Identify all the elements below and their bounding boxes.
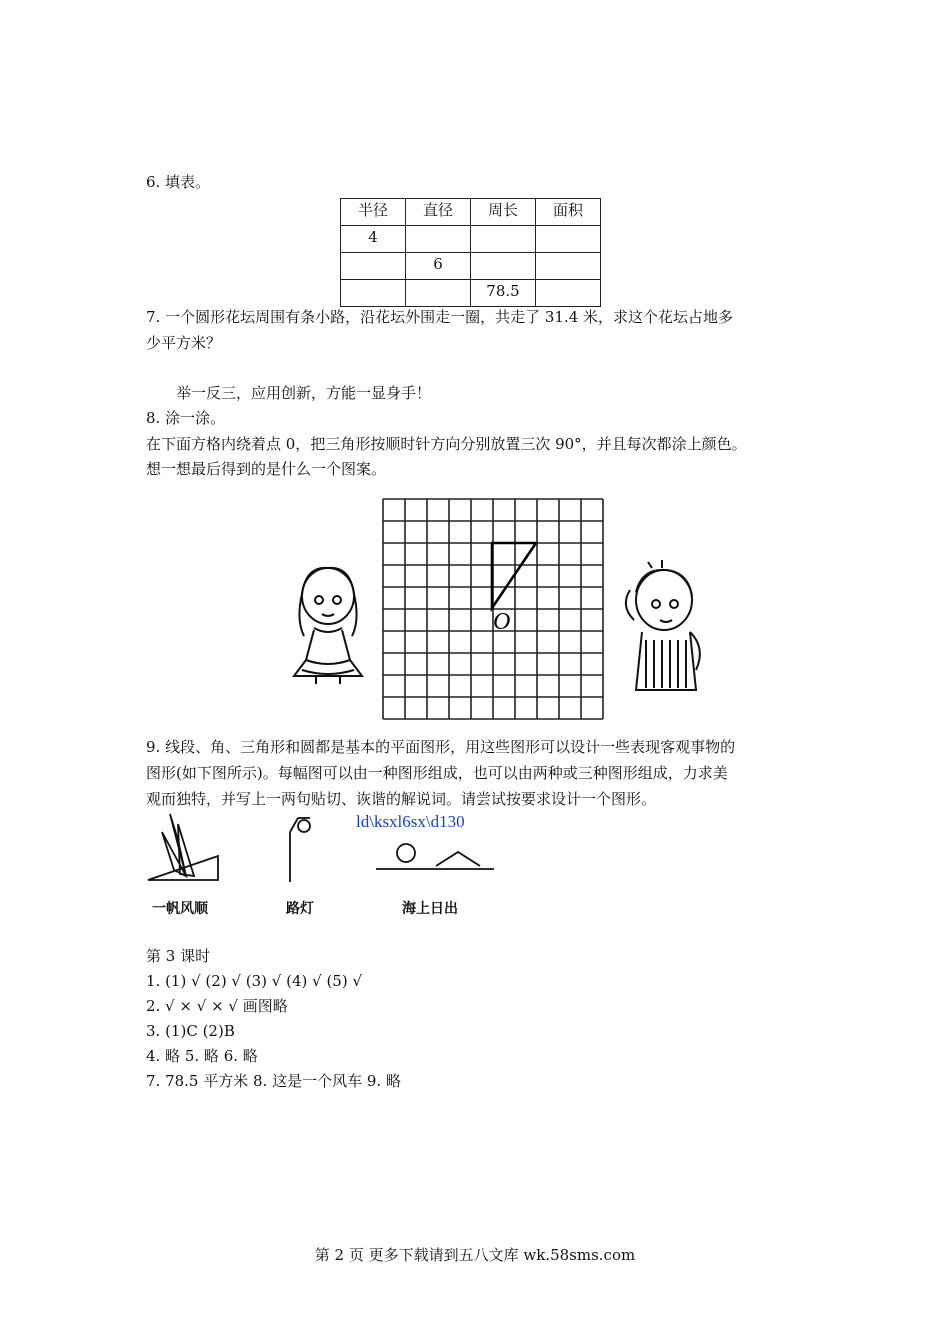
girl-illustration	[286, 560, 370, 686]
caption-street-lamp: 路灯	[286, 901, 314, 917]
boy-illustration	[612, 560, 708, 696]
table-cell	[341, 253, 406, 280]
question-8-line2: 想一想最后得到的是什么一个图案。	[146, 460, 387, 478]
sunrise-figure	[374, 838, 498, 878]
question-8-label: 8. 涂一涂。	[146, 409, 226, 427]
question-6-label: 6. 填表。	[146, 173, 211, 191]
caption-sunrise: 海上日出	[402, 901, 458, 917]
table-header-row	[341, 199, 601, 226]
table-header-cell: 面积	[536, 199, 601, 226]
table-header-cell: 直径	[406, 199, 471, 226]
answer-line: 2. √ × √ × √ 画图略	[146, 997, 288, 1015]
table-cell	[536, 226, 601, 253]
question-7-line2: 少平方米？	[146, 334, 222, 352]
caption-sailboat: 一帆风顺	[152, 901, 208, 917]
table-row	[341, 253, 601, 280]
table-row	[341, 280, 601, 307]
page-footer: 第 2 页 更多下载请到五八文库 wk.58sms.com	[314, 1246, 636, 1264]
table-cell	[406, 226, 471, 253]
table-cell: 4	[341, 226, 406, 253]
question-7-line1: 7. 一个圆形花坛周围有条小路，沿花坛外围走一圈，共走了 31.4 米，求这个花坛占地多	[146, 308, 734, 326]
table-cell	[406, 280, 471, 307]
code-text: ld\ksxl6sx\d130	[356, 812, 465, 831]
question-8-line1: 在下面方格内绕着点 0，把三角形按顺时针方向分别放置三次 90°，并且每次都涂上颜色。	[146, 435, 747, 453]
table-header-cell: 周长	[471, 199, 536, 226]
answers-title: 第 3 课时	[146, 947, 211, 965]
fill-table	[340, 198, 601, 307]
table-cell	[471, 226, 536, 253]
street-lamp-figure	[282, 812, 322, 884]
answer-line: 7. 78.5 平方米 8. 这是一个风车 9. 略	[146, 1072, 401, 1090]
table-cell	[536, 280, 601, 307]
table-cell: 78.5	[471, 280, 536, 307]
answer-line: 3. (1)C (2)B	[146, 1022, 235, 1040]
grid-board	[382, 498, 604, 720]
point-o-label: O	[493, 609, 511, 635]
table-header-cell: 半径	[341, 199, 406, 226]
answer-line: 1. (1) √ (2) √ (3) √ (4) √ (5) √	[146, 972, 363, 990]
triangle-shape	[492, 543, 536, 608]
question-9-line3: 观而独特，并写上一两句贴切、诙谐的解说词。请尝试按要求设计一个图形。	[146, 790, 657, 808]
table-cell: 6	[406, 253, 471, 280]
sailboat-figure	[144, 812, 224, 884]
section-heading: 举一反三，应用创新，方能一显身手！	[176, 384, 432, 402]
question-9-line1: 9. 线段、角、三角形和圆都是基本的平面图形，用这些图形可以设计一些表现客观事物的	[146, 738, 736, 756]
table-cell	[471, 253, 536, 280]
table-cell	[341, 280, 406, 307]
table-row	[341, 226, 601, 253]
answer-line: 4. 略 5. 略 6. 略	[146, 1047, 258, 1065]
table-cell	[536, 253, 601, 280]
question-9-line2: 图形(如下图所示)。每幅图可以由一种图形组成，也可以由两种或三种图形组成，力求美	[146, 764, 728, 782]
